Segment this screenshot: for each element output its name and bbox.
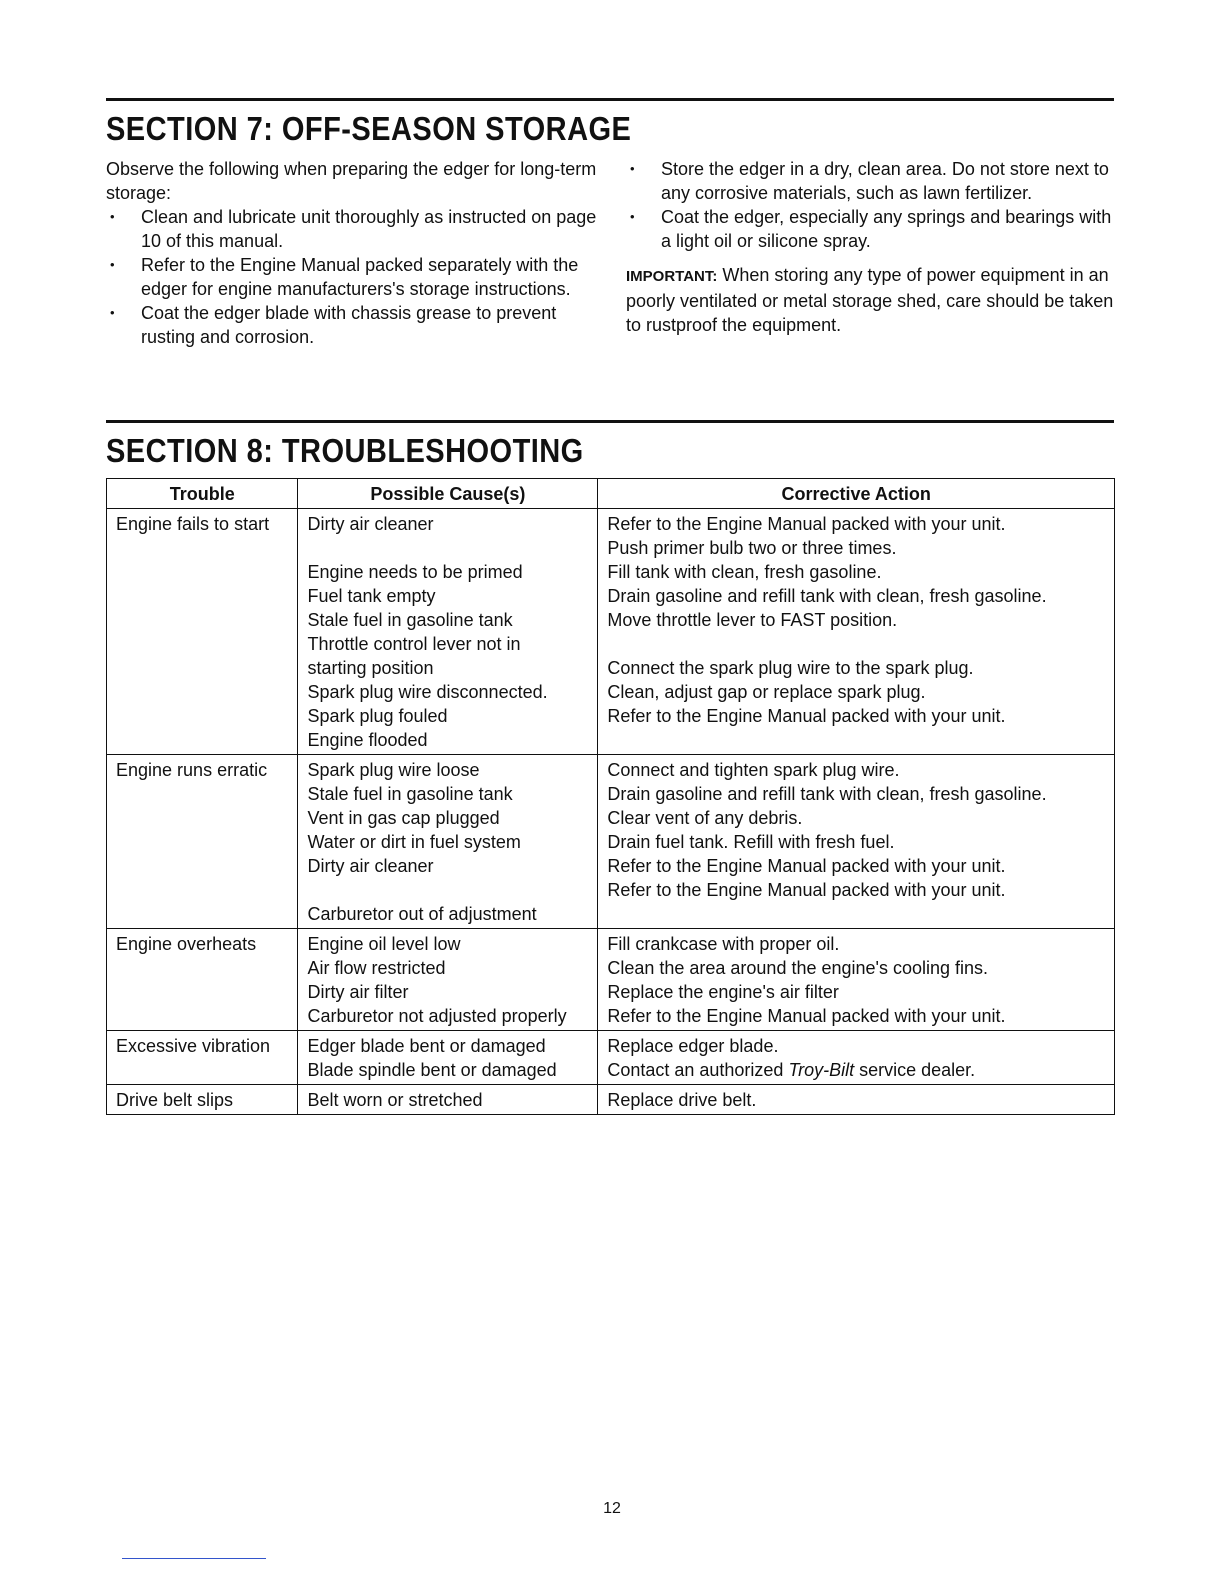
cause-line: Spark plug wire loose <box>307 760 480 780</box>
cause-line: Fuel tank empty <box>307 586 436 606</box>
bullet-item: • Coat the edger blade with chassis grease to prevent rusting and corrosion. <box>106 301 598 349</box>
cause-line: Air flow restricted <box>307 958 446 978</box>
footer-line <box>122 1558 266 1559</box>
cause-line: Carburetor out of adjustment <box>307 904 537 924</box>
trouble-cell: Engine fails to start <box>107 509 298 755</box>
action-line <box>607 902 1106 926</box>
section7-title: SECTION 7: OFF-SEASON STORAGE <box>106 110 632 147</box>
cause-line: starting position <box>307 658 434 678</box>
section7-right-bullets <box>626 157 1114 253</box>
cause-line: Belt worn or stretched <box>307 1090 483 1110</box>
bullet-item: • Clean and lubricate unit thoroughly as instructed on page 10 of this manual. <box>106 205 598 253</box>
cause-line: Water or dirt in fuel system <box>307 832 521 852</box>
cause-line: Carburetor not adjusted properly <box>307 1006 567 1026</box>
cause-line: Spark plug wire disconnected. <box>307 682 548 702</box>
action-line: Push primer bulb two or three times. <box>607 538 897 558</box>
table-row <box>107 509 1115 755</box>
cause-line: Dirty air cleaner <box>307 856 434 876</box>
causes-cell <box>298 1085 598 1115</box>
section7-rule <box>106 98 1114 101</box>
table-header-row <box>107 479 1115 509</box>
cause-line: Dirty air filter <box>307 982 409 1002</box>
action-line: Clean the area around the engine's cooling fins. <box>607 958 989 978</box>
section7-left-column <box>106 157 598 349</box>
section7-right-column <box>626 157 1114 337</box>
action-line: Move throttle lever to FAST position. <box>607 610 898 630</box>
action-line: Clean, adjust gap or replace spark plug. <box>607 682 926 702</box>
troubleshooting-table <box>106 478 1115 1115</box>
trouble-cell: Engine overheats <box>107 929 298 1031</box>
action-cell <box>598 1085 1115 1115</box>
table-row <box>107 1085 1115 1115</box>
cause-line: Vent in gas cap plugged <box>307 808 500 828</box>
action-line: Connect the spark plug wire to the spark plug. <box>607 658 974 678</box>
cause-line: Stale fuel in gasoline tank <box>307 610 513 630</box>
action-line: Drain gasoline and refill tank with clean, fresh gasoline. <box>607 784 1047 804</box>
trouble-cell: Excessive vibration <box>107 1031 298 1085</box>
important-note <box>626 263 1114 337</box>
action-line: Drain fuel tank. Refill with fresh fuel. <box>607 832 895 852</box>
section7-intro: Observe the following when preparing the edger for long-term storage: <box>106 159 597 203</box>
bullet-item: • Coat the edger, especially any springs and bearings with a light oil or silicone spray. <box>626 205 1114 253</box>
action-line: Replace drive belt. <box>607 1090 757 1110</box>
trouble-cell: Drive belt slips <box>107 1085 298 1115</box>
table-row <box>107 929 1115 1031</box>
cause-line: Spark plug fouled <box>307 706 448 726</box>
action-cell <box>598 509 1115 755</box>
header-trouble: Trouble <box>107 479 298 509</box>
page-number: 12 <box>603 1500 621 1517</box>
action-line: Contact an authorized Troy-Bilt service dealer. <box>607 1060 976 1080</box>
bullet-item: • Refer to the Engine Manual packed separately with the edger for engine manufacturers's storage instructions. <box>106 253 598 301</box>
section7-left-bullets <box>106 205 598 349</box>
section8-title: SECTION 8: TROUBLESHOOTING <box>106 432 584 469</box>
action-line: Fill crankcase with proper oil. <box>607 934 840 954</box>
action-line: Replace edger blade. <box>607 1036 779 1056</box>
trouble-cell: Engine runs erratic <box>107 755 298 929</box>
causes-cell <box>298 755 598 929</box>
action-line: Fill tank with clean, fresh gasoline. <box>607 562 882 582</box>
action-line: Refer to the Engine Manual packed with your unit. <box>607 856 1006 876</box>
troubleshooting-table-body <box>107 509 1115 1115</box>
cause-line: Blade spindle bent or damaged <box>307 1060 557 1080</box>
cause-line: Stale fuel in gasoline tank <box>307 784 513 804</box>
action-line: Connect and tighten spark plug wire. <box>607 760 900 780</box>
causes-cell <box>298 509 598 755</box>
important-text: When storing any type of power equipment in an poorly ventilated or metal storage shed, care should be taken to rustproof the equipment. <box>626 265 1114 335</box>
header-causes: Possible Cause(s) <box>298 479 598 509</box>
table-row <box>107 1031 1115 1085</box>
cause-line: Edger blade bent or damaged <box>307 1036 546 1056</box>
cause-line: Dirty air cleaner <box>307 514 434 534</box>
cause-line <box>307 878 589 902</box>
section8-rule <box>106 420 1114 423</box>
cause-line: Engine flooded <box>307 730 428 750</box>
cause-line: Engine oil level low <box>307 934 461 954</box>
action-line: Drain gasoline and refill tank with clean, fresh gasoline. <box>607 586 1047 606</box>
important-label: IMPORTANT: <box>626 268 718 285</box>
action-line: Replace the engine's air filter <box>607 982 839 1002</box>
action-cell <box>598 755 1115 929</box>
action-line <box>607 728 1106 752</box>
cause-line <box>307 536 589 560</box>
action-line: Refer to the Engine Manual packed with your unit. <box>607 514 1006 534</box>
cause-line: Engine needs to be primed <box>307 562 523 582</box>
table-row <box>107 755 1115 929</box>
action-cell <box>598 1031 1115 1085</box>
action-cell <box>598 929 1115 1031</box>
cause-line: Throttle control lever not in <box>307 634 521 654</box>
action-line <box>607 632 1106 656</box>
causes-cell <box>298 1031 598 1085</box>
action-line: Refer to the Engine Manual packed with your unit. <box>607 706 1006 726</box>
causes-cell <box>298 929 598 1031</box>
action-line: Refer to the Engine Manual packed with your unit. <box>607 1006 1006 1026</box>
bullet-item: • Store the edger in a dry, clean area. Do not store next to any corrosive materials, such as lawn fertilizer. <box>626 157 1114 205</box>
action-line: Clear vent of any debris. <box>607 808 803 828</box>
header-action: Corrective Action <box>598 479 1115 509</box>
brand-name: Troy-Bilt <box>788 1060 855 1080</box>
action-line: Refer to the Engine Manual packed with your unit. <box>607 880 1006 900</box>
